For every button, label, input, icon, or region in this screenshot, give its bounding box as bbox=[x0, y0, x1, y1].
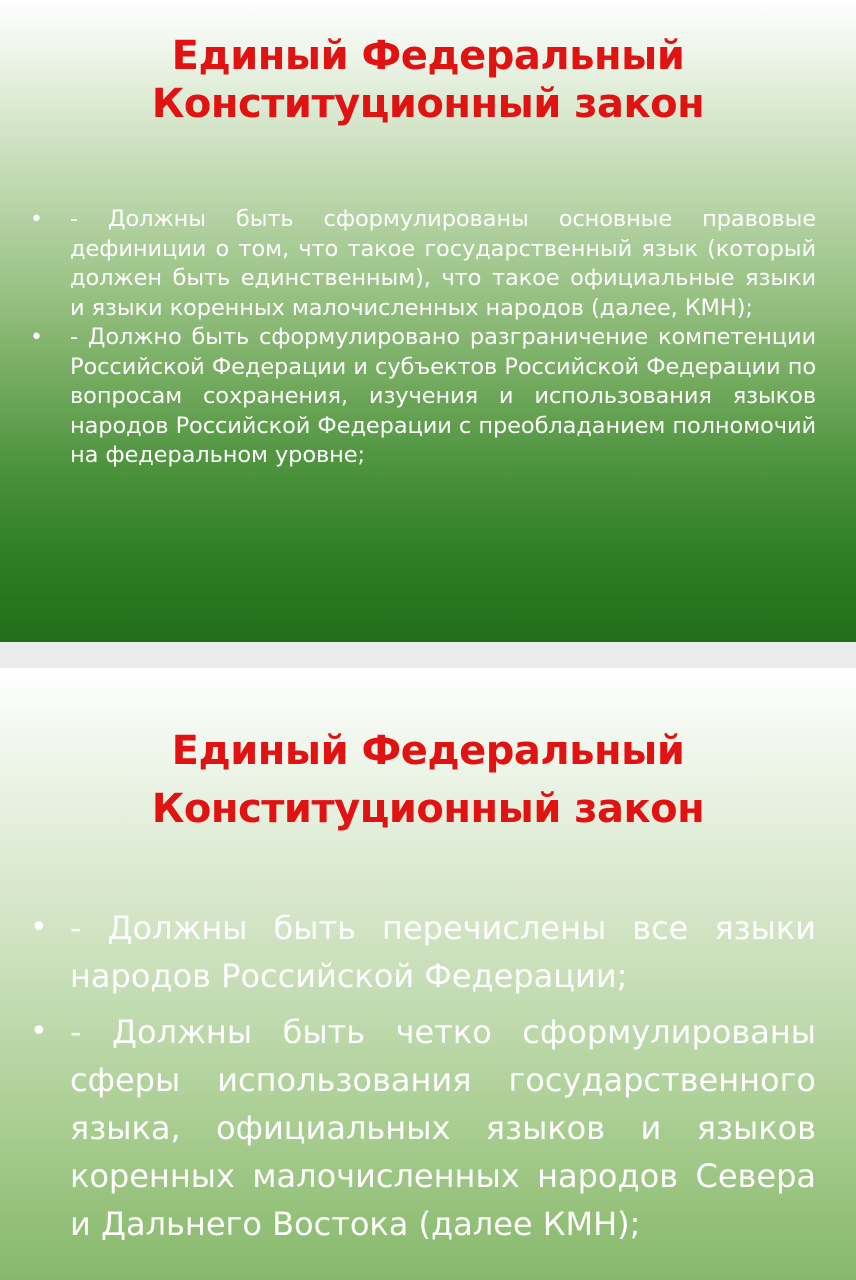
bullet-icon: • bbox=[30, 1014, 48, 1049]
bullet-item bbox=[30, 1008, 816, 1248]
bullet-list bbox=[30, 904, 816, 1256]
title-line-2: Конституционный закон bbox=[151, 81, 705, 127]
title-line-1: Единый Федеральный bbox=[171, 728, 685, 774]
bullet-item bbox=[30, 904, 816, 1000]
slide-2 bbox=[0, 668, 856, 1280]
title-line-1: Единый Федеральный bbox=[171, 33, 685, 79]
bullet-text: - Должны быть перечислены все языки народов Российской Федерации; bbox=[70, 909, 816, 995]
bullet-text: - Должны быть четко сформулированы сферы использования государственного языка, официальных языков и языков коренных малочисленных народов Севера и Дальнего Востока (далее КМН); bbox=[70, 1013, 816, 1243]
bullet-icon: • bbox=[30, 207, 43, 232]
bullet-text: - Должно быть сформулировано разграничение компетенции Российской Федерации и субъектов Российской Федерации по вопросам сохранения, изучения и использования языков народов Российской Федерации с преобладанием полномочий на федеральном уровне; bbox=[70, 324, 816, 468]
bullet-item bbox=[30, 205, 816, 323]
bullet-icon: • bbox=[30, 910, 48, 945]
slide-title bbox=[0, 668, 856, 838]
bullet-list bbox=[30, 205, 816, 471]
bullet-text: - Должны быть сформулированы основные правовые дефиниции о том, что такое государственный язык (который должен быть единственным), что такое официальные языки и языки коренных малочисленных народов (далее, КМН); bbox=[70, 206, 816, 321]
slide-title bbox=[0, 0, 856, 128]
bullet-icon: • bbox=[30, 325, 43, 350]
bullet-item bbox=[30, 323, 816, 471]
title-line-2: Конституционный закон bbox=[151, 786, 705, 832]
